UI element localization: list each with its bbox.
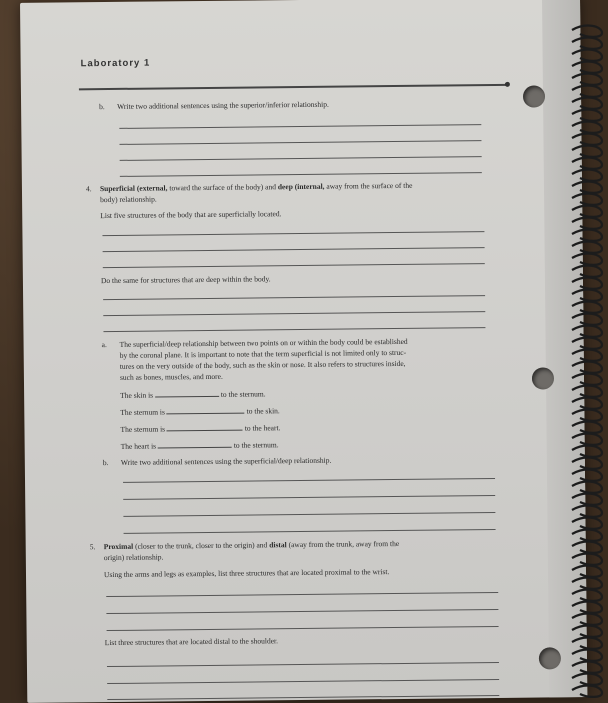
fill-in-right: to the skin. (246, 406, 280, 416)
answer-line (123, 512, 495, 517)
spiral-coil-loop (572, 158, 602, 169)
spiral-coil-loop (572, 578, 602, 589)
answer-line (107, 679, 499, 684)
binder-hole (532, 367, 554, 389)
question-5-heading-cont: origin) relationship. (103, 552, 164, 563)
answer-line (106, 592, 498, 597)
spiral-coil-loop (572, 650, 602, 661)
spiral-coil-loop (572, 266, 602, 277)
term-external: (external, (136, 183, 168, 193)
worksheet-page (20, 0, 587, 703)
spiral-coil-loop (572, 398, 602, 409)
spiral-coil-loop (572, 458, 602, 469)
spiral-coil-loop (572, 326, 602, 337)
spiral-coil-loop (572, 278, 602, 289)
binder-hole (539, 647, 561, 669)
prompt-superficial-deep: Write two additional sentences using the superficial/deep relationship. (120, 455, 332, 467)
answer-line (103, 263, 485, 268)
spiral-coil-loop (572, 218, 602, 229)
spiral-coil-loop (572, 62, 602, 73)
answer-line (120, 172, 482, 177)
answer-line (124, 529, 496, 534)
spiral-coil-loop (572, 614, 602, 625)
answer-line (106, 609, 498, 614)
question-5-heading (104, 538, 504, 553)
spiral-coil-loop (572, 50, 602, 61)
spiral-coil-loop (572, 374, 602, 385)
fill-in-left: The sternum is (120, 424, 166, 434)
question-number: 4. (85, 184, 92, 194)
fill-in-right: to the heart. (244, 423, 281, 433)
fill-in-blank[interactable] (167, 406, 245, 415)
spiral-coil-loop (572, 26, 602, 37)
fill-in-left: The skin is (120, 390, 154, 400)
fill-in-right: to the sternum. (233, 440, 279, 450)
spiral-coil-loop (572, 674, 602, 685)
fill-in-blank[interactable] (158, 440, 232, 449)
spiral-coil-loop (572, 98, 602, 109)
spiral-coil-loop (572, 230, 602, 241)
spiral-coil-loop (572, 686, 602, 697)
spiral-coil-loop (572, 590, 602, 601)
spiral-coil-loop (572, 470, 602, 481)
definition-text: toward the surface of the body) and (167, 182, 278, 193)
spiral-coil-loop (572, 662, 602, 673)
spiral-coil-loop (572, 122, 602, 133)
answer-line (107, 626, 499, 631)
page-header: Laboratory 1 (80, 57, 151, 70)
spiral-coil-loop (572, 254, 602, 265)
spiral-coil-loop (572, 518, 602, 529)
spiral-coil-loop (572, 194, 602, 205)
fill-in-row (120, 405, 280, 418)
paragraph-line: such as bones, muscles, and more. (119, 371, 223, 382)
paragraph-line: The superficial/deep relationship between two points on or within the body could be established (119, 336, 408, 349)
item-marker: b. (99, 102, 105, 112)
spiral-coil-loop (572, 290, 602, 301)
spiral-coil-loop (572, 170, 602, 181)
fill-in-blank[interactable] (167, 423, 243, 432)
item-marker: b. (102, 458, 109, 468)
spiral-coil-graphic (568, 0, 608, 700)
answer-line (123, 495, 495, 500)
spiral-coil-loop (572, 554, 602, 565)
term-deep: deep (277, 182, 293, 192)
term-superficial: Superficial (99, 183, 136, 194)
prompt-deep: Do the same for structures that are deep within the body. (100, 274, 271, 286)
answer-line (123, 478, 495, 483)
spiral-coil-loop (572, 542, 602, 553)
answer-line (103, 311, 485, 316)
question-number: 5. (89, 542, 96, 552)
term-proximal: Proximal (103, 541, 134, 552)
fill-in-row (120, 422, 280, 435)
spiral-coil-loop (572, 626, 602, 637)
spiral-coil-loop (572, 362, 602, 373)
spiral-coil-loop (572, 146, 602, 157)
spiral-coil-loop (572, 110, 602, 121)
binder-hole (523, 85, 545, 107)
fill-in-row (121, 439, 279, 452)
spiral-coil-loop (572, 566, 602, 577)
spiral-coil-loop (572, 602, 602, 613)
spiral-coil-loop (572, 494, 602, 505)
spiral-coil-loop (572, 182, 602, 193)
spiral-coil-loop (572, 386, 602, 397)
answer-line (107, 662, 499, 667)
answer-line (120, 156, 482, 161)
answer-line (103, 247, 485, 252)
answer-line (103, 327, 485, 332)
spiral-coil-loop (572, 482, 602, 493)
spiral-coil-loop (572, 314, 602, 325)
spiral-coil-loop (572, 422, 602, 433)
definition-text: away from the surface of the (324, 180, 413, 191)
fill-in-blank[interactable] (155, 389, 219, 398)
answer-line (119, 140, 481, 145)
item-marker: a. (101, 340, 107, 350)
definition-text: (away from the trunk, away from the (286, 538, 400, 550)
term-internal: (internal, (292, 181, 325, 192)
prompt-superior-inferior: Write two additional sentences using the superior/inferior relationship. (117, 99, 329, 111)
fill-in-row (120, 388, 266, 401)
prompt-proximal: Using the arms and legs as examples, list three structures that are located proximal to the wrist. (103, 567, 390, 580)
prompt-superficial: List five structures of the body that are superficially located. (100, 209, 282, 221)
paragraph-line: tures on the very outside of the body, such as the skin or nose. It also refers to structures inside, (119, 358, 406, 371)
answer-line (102, 231, 484, 236)
spiral-coil-loop (572, 86, 602, 97)
answer-line (103, 295, 485, 300)
spiral-coil-loop (572, 134, 602, 145)
spiral-coil-loop (572, 410, 602, 421)
fill-in-right: to the sternum. (220, 389, 266, 399)
spiral-coil-loop (572, 242, 602, 253)
answer-line (119, 124, 481, 129)
spiral-coil-loop (572, 74, 602, 85)
spiral-coil-loop (572, 38, 602, 49)
spiral-coil-loop (572, 350, 602, 361)
definition-text: (closer to the trunk, closer to the origin) and (133, 540, 270, 551)
spiral-coil-loop (572, 530, 602, 541)
question-4-heading (100, 180, 490, 195)
spiral-coil-loop (572, 446, 602, 457)
fill-in-left: The sternum is (120, 407, 165, 417)
spiral-coil-loop (572, 338, 602, 349)
fill-in-left: The heart is (120, 441, 157, 451)
spiral-coil-loop (572, 638, 602, 649)
paragraph-line: by the coronal plane. It is important to note that the term superficial is not limited only to struc- (119, 347, 407, 360)
spiral-coil-loop (572, 206, 602, 217)
spiral-coil-loop (572, 302, 602, 313)
question-4-heading-cont: body) relationship. (100, 194, 157, 205)
header-divider (79, 84, 507, 90)
prompt-distal: List three structures that are located distal to the shoulder. (104, 636, 279, 648)
spiral-coil-loop (572, 506, 602, 517)
spiral-coil-loop (572, 434, 602, 445)
term-distal: distal (269, 540, 287, 550)
